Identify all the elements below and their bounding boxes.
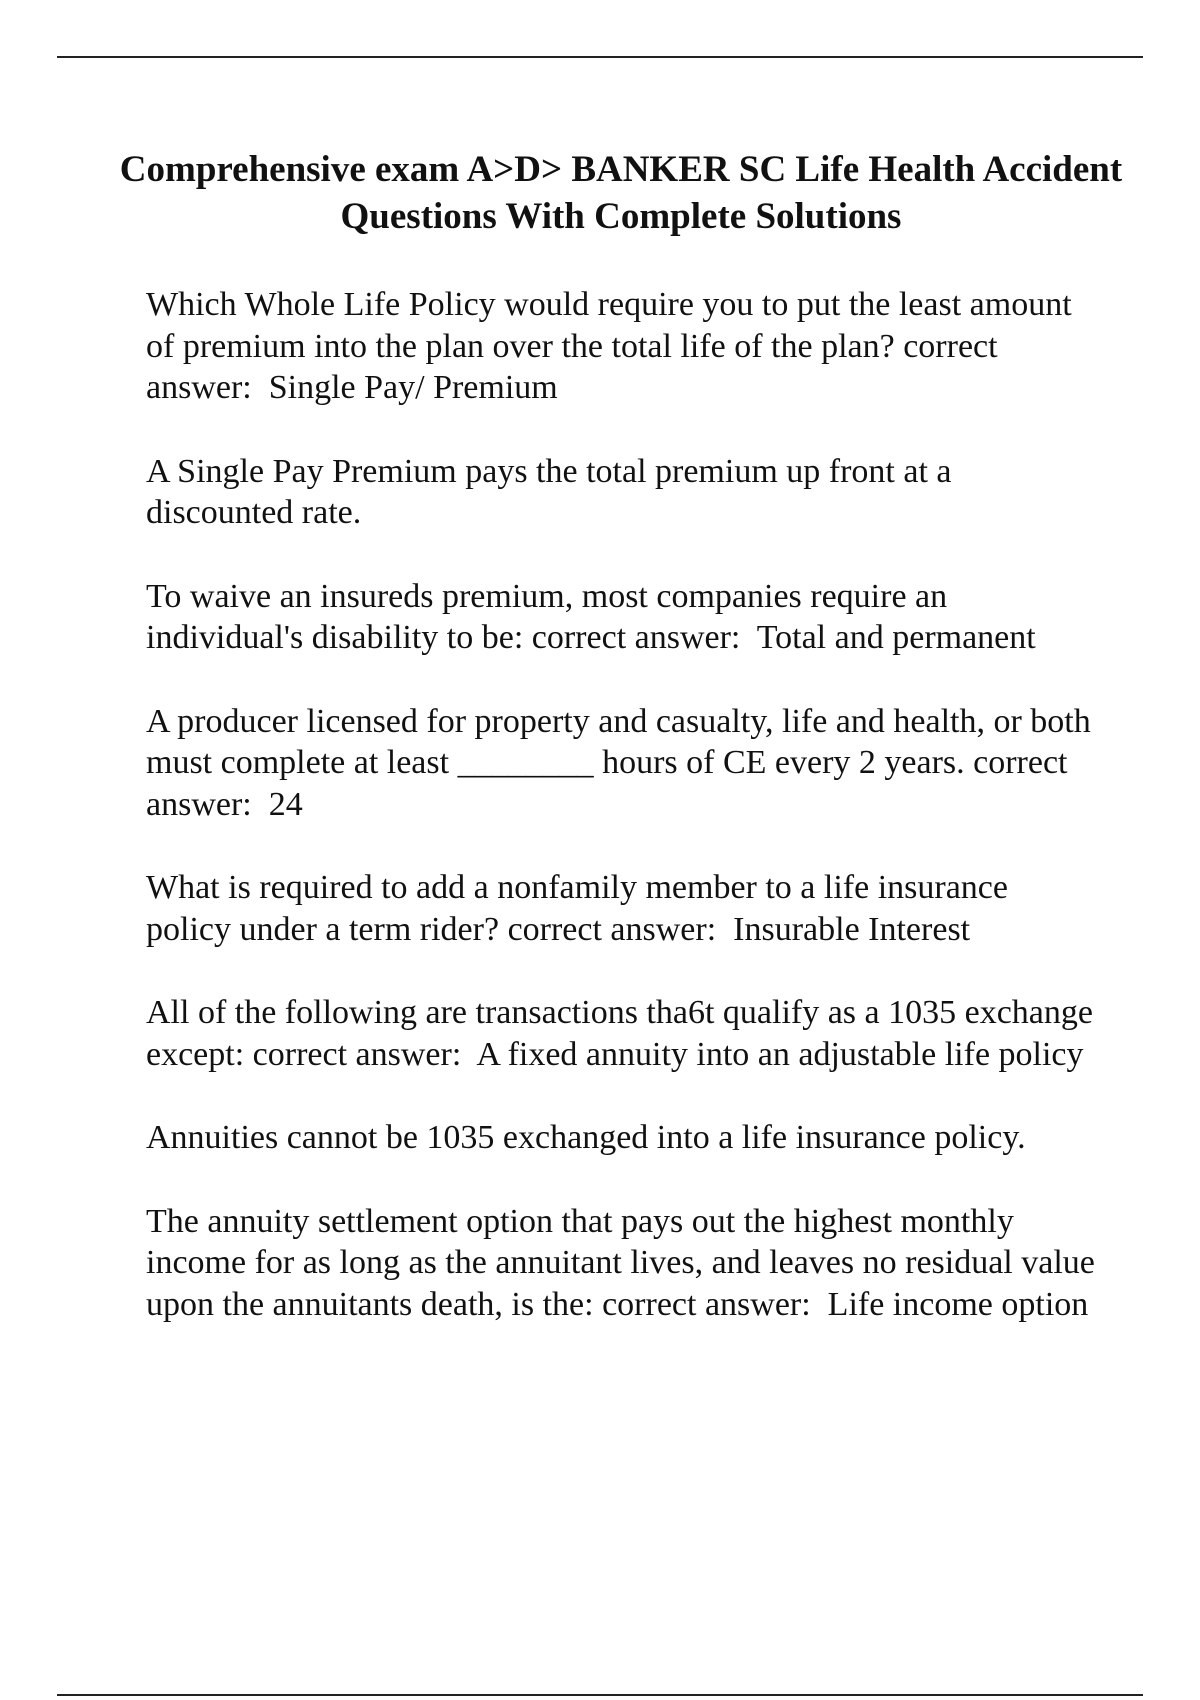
paragraph-6: All of the following are transactions tha6t qualify as a 1035 exchange except: correct answer: A fixed annuity into an adjustable life policy <box>146 994 1102 1073</box>
document-title: Comprehensive exam A>D> BANKER SC Life Health Accident Questions With Complete Solutions <box>119 149 1123 237</box>
top-rule <box>57 56 1143 58</box>
paragraph-3: To waive an insureds premium, most companies require an individual's disability to be: correct answer: Total and permanent <box>146 577 1036 656</box>
paragraph-4: A producer licensed for property and casualty, life and health, or both must complete at least ________ hours of CE every 2 years. correct answer: 24 <box>146 702 1100 823</box>
document-body <box>146 284 1104 1325</box>
paragraph-2: A Single Pay Premium pays the total premium up front at a discounted rate. <box>146 452 960 531</box>
paragraph-7: Annuities cannot be 1035 exchanged into a life insurance policy. <box>146 1119 1026 1156</box>
bottom-rule <box>57 1694 1143 1696</box>
paragraph-8: The annuity settlement option that pays out the highest monthly income for as long as the annuitant lives, and leaves no residual value upon the annuitants death, is the: correct answer: Life income option <box>146 1202 1104 1323</box>
document-page <box>119 146 1123 1367</box>
paragraph-5: What is required to add a nonfamily member to a life insurance policy under a term rider? correct answer: Insurable Interest <box>146 869 1017 948</box>
paragraph-1: Which Whole Life Policy would require you to put the least amount of premium into the plan over the total life of the plan? correct answer: Single Pay/ Premium <box>146 286 1081 406</box>
